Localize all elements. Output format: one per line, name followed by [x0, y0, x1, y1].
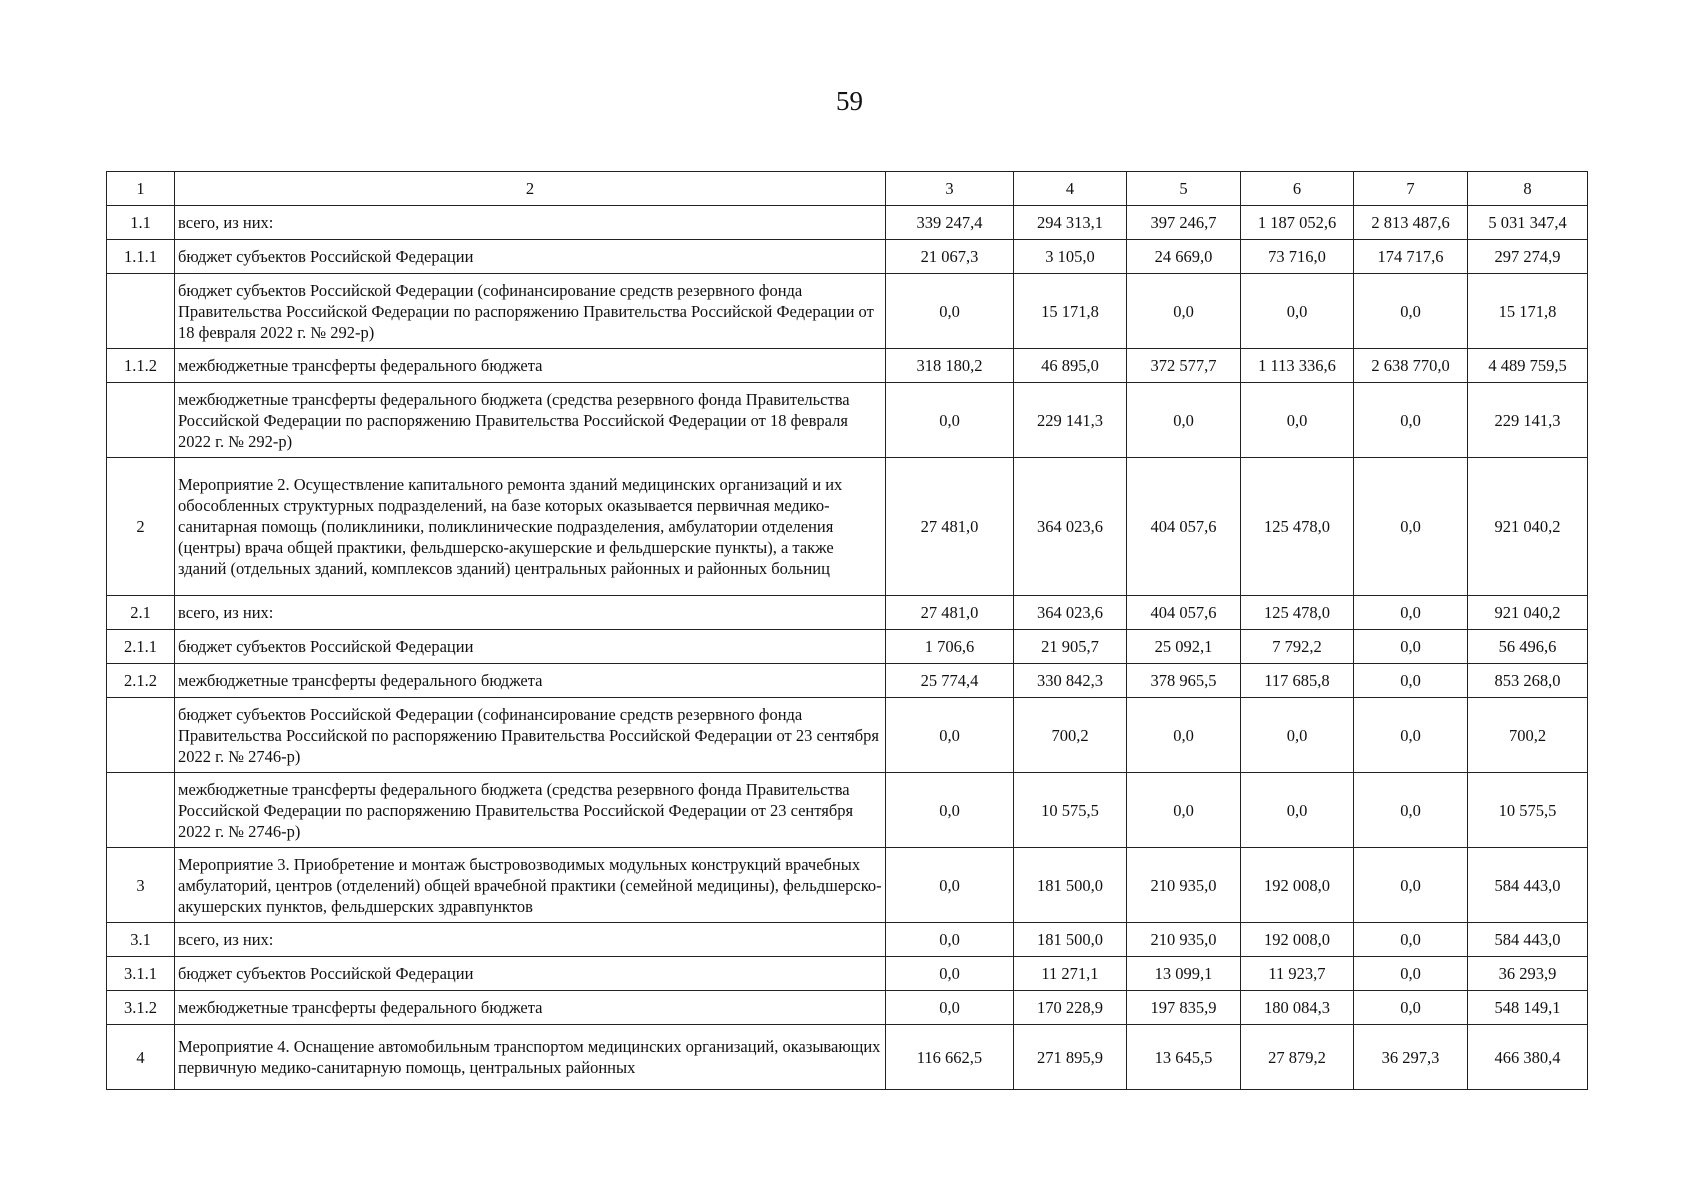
- value-cell: 0,0: [886, 848, 1014, 923]
- row-number-cell: [107, 773, 175, 848]
- description-cell: всего, из них:: [175, 596, 886, 630]
- description-cell: Мероприятие 4. Оснащение автомобильным транспортом медицинских организаций, оказывающих первичную медико-санитарную помощь, центральных районных: [175, 1025, 886, 1090]
- value-cell: 36 297,3: [1354, 1025, 1468, 1090]
- value-cell: 1 187 052,6: [1241, 206, 1354, 240]
- row-number-cell: 1.1.1: [107, 240, 175, 274]
- value-cell: 0,0: [1354, 957, 1468, 991]
- value-cell: 174 717,6: [1354, 240, 1468, 274]
- value-cell: 0,0: [1241, 274, 1354, 349]
- value-cell: 170 228,9: [1014, 991, 1127, 1025]
- row-number-cell: [107, 383, 175, 458]
- value-cell: 0,0: [886, 383, 1014, 458]
- value-cell: 36 293,9: [1468, 957, 1588, 991]
- value-cell: 0,0: [886, 991, 1014, 1025]
- description-cell: бюджет субъектов Российской Федерации (софинансирование средств резервного фонда Правительства Российской Федерации по распоряжению Правительства Российской Федерации от 18 февраля 2022 г. № 292-р): [175, 274, 886, 349]
- value-cell: 0,0: [1354, 274, 1468, 349]
- value-cell: 404 057,6: [1127, 458, 1241, 596]
- value-cell: 0,0: [886, 923, 1014, 957]
- column-header: 6: [1241, 172, 1354, 206]
- table-row: [107, 630, 1588, 664]
- row-number-cell: 2.1.2: [107, 664, 175, 698]
- column-header: 8: [1468, 172, 1588, 206]
- value-cell: 0,0: [1354, 698, 1468, 773]
- table-row: [107, 698, 1588, 773]
- value-cell: 180 084,3: [1241, 991, 1354, 1025]
- value-cell: 1 706,6: [886, 630, 1014, 664]
- table-row: [107, 240, 1588, 274]
- description-cell: всего, из них:: [175, 923, 886, 957]
- description-cell: бюджет субъектов Российской Федерации: [175, 240, 886, 274]
- value-cell: 181 500,0: [1014, 848, 1127, 923]
- value-cell: 1 113 336,6: [1241, 349, 1354, 383]
- description-cell: Мероприятие 3. Приобретение и монтаж быстровозводимых модульных конструкций врачебных амбулаторий, центров (отделений) общей врачебной практики (семейной медицины), фельдшерско-акушерских пунктов, фельдшерских здравпунктов: [175, 848, 886, 923]
- value-cell: 466 380,4: [1468, 1025, 1588, 1090]
- row-number-cell: 2.1: [107, 596, 175, 630]
- value-cell: 330 842,3: [1014, 664, 1127, 698]
- description-cell: бюджет субъектов Российской Федерации: [175, 957, 886, 991]
- row-number-cell: [107, 274, 175, 349]
- table-row: [107, 383, 1588, 458]
- value-cell: 0,0: [1241, 698, 1354, 773]
- column-header: 2: [175, 172, 886, 206]
- value-cell: 10 575,5: [1014, 773, 1127, 848]
- value-cell: 27 481,0: [886, 596, 1014, 630]
- table-row: [107, 349, 1588, 383]
- value-cell: 3 105,0: [1014, 240, 1127, 274]
- row-number-cell: 2.1.1: [107, 630, 175, 664]
- row-number-cell: [107, 698, 175, 773]
- value-cell: 73 716,0: [1241, 240, 1354, 274]
- value-cell: 27 481,0: [886, 458, 1014, 596]
- value-cell: 24 669,0: [1127, 240, 1241, 274]
- value-cell: 197 835,9: [1127, 991, 1241, 1025]
- row-number-cell: 1.1: [107, 206, 175, 240]
- value-cell: 0,0: [886, 957, 1014, 991]
- table-row: [107, 773, 1588, 848]
- value-cell: 0,0: [1354, 848, 1468, 923]
- value-cell: 0,0: [1354, 991, 1468, 1025]
- value-cell: 294 313,1: [1014, 206, 1127, 240]
- value-cell: 584 443,0: [1468, 923, 1588, 957]
- value-cell: 0,0: [1241, 773, 1354, 848]
- column-header: 7: [1354, 172, 1468, 206]
- value-cell: 297 274,9: [1468, 240, 1588, 274]
- table-row: [107, 848, 1588, 923]
- row-number-cell: 1.1.2: [107, 349, 175, 383]
- value-cell: 339 247,4: [886, 206, 1014, 240]
- value-cell: 0,0: [1127, 274, 1241, 349]
- value-cell: 271 895,9: [1014, 1025, 1127, 1090]
- value-cell: 0,0: [886, 698, 1014, 773]
- description-cell: Мероприятие 2. Осуществление капитального ремонта зданий медицинских организаций и их обособленных структурных подразделений, на базе которых оказывается первичная медико-санитарная помощь (поликлиники, поликлинические подразделения, амбулатории отделения (центры) врача общей практики, фельдшерско-акушерские и фельдшерские пункты), а также зданий (отдельных зданий, комплексов зданий) центральных районных и районных больниц: [175, 458, 886, 596]
- value-cell: 15 171,8: [1014, 274, 1127, 349]
- value-cell: 210 935,0: [1127, 923, 1241, 957]
- value-cell: 4 489 759,5: [1468, 349, 1588, 383]
- value-cell: 25 092,1: [1127, 630, 1241, 664]
- value-cell: 921 040,2: [1468, 458, 1588, 596]
- table-row: [107, 957, 1588, 991]
- value-cell: 15 171,8: [1468, 274, 1588, 349]
- description-cell: межбюджетные трансферты федерального бюджета: [175, 991, 886, 1025]
- description-cell: межбюджетные трансферты федерального бюджета: [175, 664, 886, 698]
- value-cell: 117 685,8: [1241, 664, 1354, 698]
- value-cell: 0,0: [1127, 383, 1241, 458]
- row-number-cell: 3.1.1: [107, 957, 175, 991]
- value-cell: 0,0: [1354, 596, 1468, 630]
- table-row: [107, 1025, 1588, 1090]
- value-cell: 11 923,7: [1241, 957, 1354, 991]
- table-row: [107, 458, 1588, 596]
- value-cell: 548 149,1: [1468, 991, 1588, 1025]
- description-cell: бюджет субъектов Российской Федерации (софинансирование средств резервного фонда Правительства Российской по распоряжению Правительства Российской Федерации от 23 сентября 2022 г. № 2746-р): [175, 698, 886, 773]
- value-cell: 0,0: [1354, 383, 1468, 458]
- value-cell: 364 023,6: [1014, 596, 1127, 630]
- value-cell: 0,0: [1354, 458, 1468, 596]
- page-number: 59: [836, 86, 863, 116]
- description-cell: всего, из них:: [175, 206, 886, 240]
- value-cell: 229 141,3: [1014, 383, 1127, 458]
- table-row: [107, 274, 1588, 349]
- row-number-cell: 4: [107, 1025, 175, 1090]
- value-cell: 2 813 487,6: [1354, 206, 1468, 240]
- value-cell: 181 500,0: [1014, 923, 1127, 957]
- row-number-cell: 2: [107, 458, 175, 596]
- value-cell: 397 246,7: [1127, 206, 1241, 240]
- value-cell: 0,0: [1354, 630, 1468, 664]
- column-header: 5: [1127, 172, 1241, 206]
- value-cell: 0,0: [1354, 773, 1468, 848]
- value-cell: 404 057,6: [1127, 596, 1241, 630]
- row-number-cell: 3.1.2: [107, 991, 175, 1025]
- column-header: 4: [1014, 172, 1127, 206]
- value-cell: 0,0: [886, 773, 1014, 848]
- table-row: [107, 923, 1588, 957]
- value-cell: 921 040,2: [1468, 596, 1588, 630]
- value-cell: 700,2: [1014, 698, 1127, 773]
- value-cell: 0,0: [1354, 923, 1468, 957]
- value-cell: 0,0: [1241, 383, 1354, 458]
- value-cell: 7 792,2: [1241, 630, 1354, 664]
- value-cell: 13 099,1: [1127, 957, 1241, 991]
- value-cell: 229 141,3: [1468, 383, 1588, 458]
- table-header-row: [107, 172, 1588, 206]
- table-row: [107, 991, 1588, 1025]
- value-cell: 0,0: [1127, 698, 1241, 773]
- value-cell: 192 008,0: [1241, 848, 1354, 923]
- value-cell: 378 965,5: [1127, 664, 1241, 698]
- value-cell: 0,0: [1127, 773, 1241, 848]
- value-cell: 0,0: [886, 274, 1014, 349]
- column-header: 1: [107, 172, 175, 206]
- value-cell: 318 180,2: [886, 349, 1014, 383]
- value-cell: 700,2: [1468, 698, 1588, 773]
- value-cell: 27 879,2: [1241, 1025, 1354, 1090]
- value-cell: 116 662,5: [886, 1025, 1014, 1090]
- table-row: [107, 206, 1588, 240]
- value-cell: 11 271,1: [1014, 957, 1127, 991]
- value-cell: 2 638 770,0: [1354, 349, 1468, 383]
- value-cell: 21 905,7: [1014, 630, 1127, 664]
- value-cell: 372 577,7: [1127, 349, 1241, 383]
- column-header: 3: [886, 172, 1014, 206]
- description-cell: межбюджетные трансферты федерального бюджета (средства резервного фонда Правительства Российской Федерации по распоряжению Правительства Российской Федерации от 18 февраля 2022 г. № 292-р): [175, 383, 886, 458]
- value-cell: 25 774,4: [886, 664, 1014, 698]
- description-cell: межбюджетные трансферты федерального бюджета: [175, 349, 886, 383]
- value-cell: 10 575,5: [1468, 773, 1588, 848]
- value-cell: 210 935,0: [1127, 848, 1241, 923]
- value-cell: 46 895,0: [1014, 349, 1127, 383]
- value-cell: 125 478,0: [1241, 596, 1354, 630]
- value-cell: 584 443,0: [1468, 848, 1588, 923]
- row-number-cell: 3.1: [107, 923, 175, 957]
- value-cell: 192 008,0: [1241, 923, 1354, 957]
- value-cell: 853 268,0: [1468, 664, 1588, 698]
- value-cell: 0,0: [1354, 664, 1468, 698]
- value-cell: 21 067,3: [886, 240, 1014, 274]
- value-cell: 5 031 347,4: [1468, 206, 1588, 240]
- value-cell: 364 023,6: [1014, 458, 1127, 596]
- table-row: [107, 664, 1588, 698]
- value-cell: 56 496,6: [1468, 630, 1588, 664]
- value-cell: 13 645,5: [1127, 1025, 1241, 1090]
- table-row: [107, 596, 1588, 630]
- description-cell: межбюджетные трансферты федерального бюджета (средства резервного фонда Правительства Российской Федерации по распоряжению Правительства Российской Федерации от 23 сентября 2022 г. № 2746-р): [175, 773, 886, 848]
- budget-table: [106, 171, 1588, 1090]
- description-cell: бюджет субъектов Российской Федерации: [175, 630, 886, 664]
- value-cell: 125 478,0: [1241, 458, 1354, 596]
- row-number-cell: 3: [107, 848, 175, 923]
